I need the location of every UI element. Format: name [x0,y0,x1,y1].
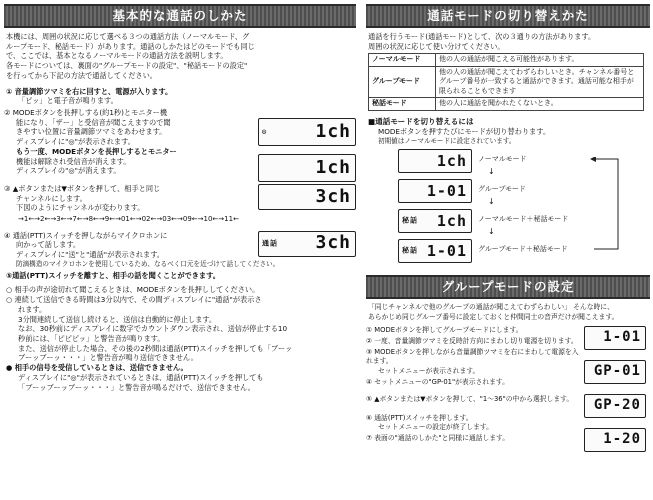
lcd-display-1: ◎ 1ch [258,118,356,146]
channel-sequence: →1←→2←→3←→7←→8←→9←→01←→02←→03←→09←→10←→11← [18,215,239,224]
flow-label-normal-secret: ノーマルモード＋秘話モード [478,215,569,224]
flow-label-group-secret: グループモード＋秘話モード [478,245,568,254]
switch-line-2: 初期値はノーマルモードに設定されています。 [378,136,516,145]
flow-lcd-normal: 1ch [398,149,472,173]
secret-badge: 秘話 [402,216,418,225]
secret-badge: 秘話 [402,246,418,255]
table-row: ノーマルモード 他の人の通話が聞こえる可能性があります。 [369,54,644,66]
lcd-display-3: 3ch [258,184,356,210]
mode-flow-diagram [366,149,650,265]
lcd-display-2: 1ch [258,154,356,182]
mode-table [368,53,644,110]
intro-text: 本機には、周囲の状況に応じて選べる３つの通話方法（ノーマルモード、グ ループモード、秘話モード）があります。通話のしかたはどのモードでも同じ で、ここでは、基本となるノーマルモードの通話方法を説明します。 各モードについては、裏面の"グループモードの設定"、"秘話モードの設定" を行ってから下記の方法で通話してください。 [6,32,255,80]
left-column [4,0,356,392]
group-lcd-4: 1-20 [584,428,646,452]
lcd-display-4: 通話 3ch [258,231,356,257]
step-3: ③ ▲ボタンまたは▼ボタンを押して、相手と同じ チャンネルにします。 下図のようにチャンネルが変わります。 [4,184,161,213]
group-steps: ① MODEボタンを押してグループモードにします。 ② 一度、音量調節ツマミを反時計方向にまわし切り電源を切ります。 ③ MODEボタンを押しながら音量調節ツマミを右にまわして電源を入れます。 セットメニューが表示されます。 ④ セットメニューの"GP-01"が表示されます。 ⑤ ▲ボタンまたは▼ボタンを押して、"1～36"の中から選択します。 ⑥ 通話(PTT)スイッチを押します。 セットメニューの設定が終了します。 ⑦ 表面の"通話のしかた"と同様に通話します。 1-01 GP-01 GP-20 1-20 [366,326,650,456]
notes: ○ 相手の声が途切れて聞こえるときは、MODEボタンを長押ししてください。 ○ 連続して送信できる時間は3分以内で、その間ディスプレイに"通話"が表示さ れます。 3分間連続して送信し続けると、送信は自動的に停止します。 なお、30秒前にディスプレイに数字でカウントダウン表示され、送信が停止する10 秒前には、「ピピピッ」と警告音が鳴ります。 また、送信が停止した場合、その後の2秒間は通話(PTT)スイッチを押しても「ブーッ ブーッブーッ・・・」と警告音が鳴り送信できません。 ● 相手の信号を受信しているときは、送信できません。 ディスプレイに"◎"が表示されているときは、通話(PTT)スイッチを押しても 「ブーッブーッブーッ・・・」と警告音が鳴るだけで、送信できません。 [6,285,293,392]
step-2: ② MODEボタンを長押しする(約1秒)とモニター機 能になり、「ザー」と受信音が聞こえますので聞 きやすい位置に音量調節ツマミをあわせます。 ディスプレイに"◎"が表示されます。 もう一度、MODEボタンを長押しするとモニター 機能は解除され受信音が消えます。 ディスプレイの"◎"が消えます。 [4,108,177,176]
group-lcd-3: GP-20 [584,394,646,418]
mic-note: 防滴構造のマイクロホンを使用しているため、なるべく口元を近づけて話してください。 [16,259,280,268]
down-arrow-icon: ↓ [488,197,495,207]
step-2-row [4,108,356,182]
step-4-row [4,231,356,260]
group-lcd-1: 1-01 [584,326,646,350]
flow-label-group: グループモード [478,185,526,194]
step-4: ④ 通話(PTT)スイッチを押しながらマイクロホンに 向かって話します。 ディスプレイに"送"と"通話"が表示されます。 [4,230,168,260]
group-mode-title: グループモードの設定 [366,275,650,299]
switch-heading: ■通話モードを切り替えるには [368,116,474,126]
group-intro: 「同じチャンネルで他のグループの通話が聞こえてわずらわしい」 そんな時に、 あらかじめ同じグループ番号に設定しておくと仲間同士の音声だけが聞こえます。 [368,303,619,321]
monitor-icon: ◎ [262,127,268,136]
group-lcd-2: GP-01 [584,360,646,384]
flow-lcd-normal-secret: 秘話 1ch [398,209,472,233]
flow-lcd-group-secret: 秘話 1-01 [398,239,472,263]
step-3-row [4,184,356,213]
switch-line-1: MODEボタンを押すたびにモードが切り替わります。 [378,126,551,136]
flow-label-normal: ノーマルモード [478,155,527,164]
down-arrow-icon: ↓ [488,227,495,237]
down-arrow-icon: ↓ [488,167,495,177]
step-5: ⑤通話(PTT)スイッチを離すと、相手の話を聞くことができます。 [6,270,220,280]
talk-badge: 通話 [262,238,278,247]
flow-lcd-group: 1-01 [398,179,472,203]
mode-switch-title: 通話モードの切り替えかた [366,4,650,28]
table-row: グループモード 他の人の通話が聞こえてわずらわしいとき。チャンネル番号とグループ番号が一致すると通話ができます。通話可能な相手が限られることもできます [369,66,644,97]
mode-intro: 通話を行うモード(通話モード)として、次の３通りの方法があります。 周囲の状況に応じて使い分けてください。 [368,32,596,51]
basic-call-title: 基本的な通話のしかた [4,4,356,28]
right-column [366,0,650,456]
loop-arrow-icon [588,157,628,257]
step-1: ① 音量調節ツマミを右に回すと、電源が入ります。 「ピッ」と電子音が鳴ります。 [6,86,173,106]
table-row: 秘話モード 他の人に通話を聞かれたくないとき。 [369,98,644,110]
